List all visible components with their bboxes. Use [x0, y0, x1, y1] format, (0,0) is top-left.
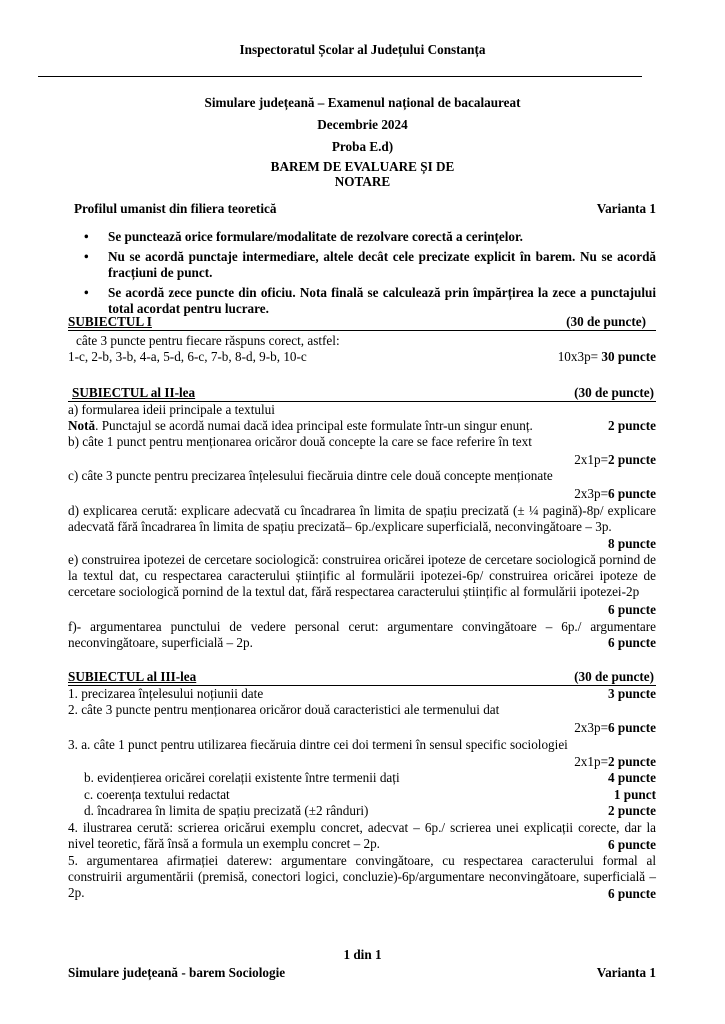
section-1-underline: [68, 330, 656, 331]
section-3-title: SUBIECTUL al III-lea: [68, 669, 197, 684]
section-2-c-text: c) câte 3 puncte pentru precizarea înțelesului fiecăruia dintre cele două concepte menționate: [68, 468, 553, 483]
profile-variant: Varianta 1: [596, 201, 656, 216]
profile-text: Profilul umanist din filiera teoretică: [74, 201, 277, 216]
footer-left-text: Simulare județeană - barem Sociologie: [68, 965, 286, 980]
section-3-item-5-points: 6 puncte: [608, 886, 656, 901]
title-line-3: Proba E.d): [331, 139, 394, 154]
section-2-a-text: a) formularea ideii principale a textului: [68, 402, 275, 417]
header-divider: [38, 76, 642, 77]
title-line-2: Decembrie 2024: [317, 117, 408, 132]
footer-variant: Varianta 1: [596, 965, 656, 980]
section-2-heading: [72, 385, 656, 401]
section-3-heading: [68, 669, 656, 685]
section-3-item-3b: b. evidențierea oricărei corelații existente între termenii dați: [84, 770, 400, 785]
section-3-item-5: 5. argumentarea afirmației daterew: argumentare convingătoare, cu respectarea caracterului formal al construirii argumentării (premisă, conectori logici, concluzie)-6p/argumentare neconvingătoare, superficială – 2p.: [68, 853, 656, 900]
section-1-title: SUBIECTUL I: [68, 314, 152, 329]
rule-item: • Se punctează orice formulare/modalitate de rezolvare corectă a cerințelor.: [84, 229, 523, 244]
section-3-item-3a-points: 2x1p=2 puncte: [574, 754, 656, 769]
section-3-item-4-points: 6 puncte: [608, 837, 656, 852]
section-3-item-3b-points: 4 puncte: [608, 770, 656, 785]
section-1-points: (30 de puncte): [566, 314, 646, 329]
footer-page-number: 1 din 1: [343, 947, 382, 962]
section-1-total: 10x3p= 30 puncte: [557, 349, 656, 364]
section-2-b-points: 2x1p=2 puncte: [574, 452, 656, 467]
section-1-heading: [68, 314, 656, 330]
section-2-f-points: 6 puncte: [608, 635, 656, 650]
section-2-c-points: 2x3p=6 puncte: [574, 486, 656, 501]
section-3-item-2: 2. câte 3 puncte pentru menționarea oricăror două caracteristici ale termenului dat: [68, 702, 500, 717]
section-3-item-2-points: 2x3p=6 puncte: [574, 720, 656, 735]
section-3-points: (30 de puncte): [574, 669, 654, 684]
bullet-icon: •: [84, 229, 89, 244]
section-2-title: SUBIECTUL al II-lea: [72, 385, 196, 400]
rule-item: • Nu se acordă punctaje intermediare, altele decât cele precizate explicit în barem. Nu se acordă fracțiuni de punct.: [84, 249, 656, 280]
bullet-icon: •: [84, 249, 89, 264]
section-3-item-1-points: 3 puncte: [608, 686, 656, 701]
title-line-1: Simulare județeană – Examenul național de bacalaureat: [204, 95, 521, 110]
section-1-answers: 1-c, 2-b, 3-b, 4-a, 5-d, 6-c, 7-b, 8-d, 9-b, 10-c: [68, 349, 307, 364]
section-3-item-3c: c. coerența textului redactat: [84, 787, 230, 802]
section-1-intro: câte 3 puncte pentru fiecare răspuns corect, astfel:: [76, 333, 340, 348]
title-line-5: NOTARE: [334, 174, 391, 189]
section-3-item-4: 4. ilustrarea cerută: scrierea oricărui exemplu concret, adecvat – 6p./ scrierea unei explicații corecte, dar la nivel teoretic, fără însă a formula un exemplu concret – 2p.: [68, 820, 656, 851]
section-3-item-3d-points: 2 puncte: [608, 803, 656, 818]
header-inspectorate: Inspectoratul Școlar al Județului Constanța: [239, 42, 486, 57]
section-2-a-note: Notă. Punctajul se acordă numai dacă idea principal este formulate într-un singur enunț.: [68, 418, 533, 433]
section-2-a-points: 2 puncte: [608, 418, 656, 433]
section-2-points: (30 de puncte): [574, 385, 654, 400]
section-3-item-3c-points: 1 punct: [613, 787, 656, 802]
section-2-d-points: 8 puncte: [608, 536, 656, 551]
section-3-item-3a: 3. a. câte 1 punct pentru utilizarea fiecăruia dintre cei doi termeni în sensul specific sociologiei: [68, 737, 568, 752]
rule-item: • Se acordă zece puncte din oficiu. Nota finală se calculează prin împărțirea la zece a punctajului total acordat pentru lucrare.: [84, 285, 656, 316]
title-line-4: BAREM DE EVALUARE ȘI DE: [270, 159, 455, 174]
section-2-d-text: d) explicarea cerută: explicare adecvată cu încadrarea în limita de spațiu precizată (± ¼ pagină)-8p/ explicare adecvată fără încadrarea în limita de spațiu precizată– 6p./explicare superficială, neconvingătoare – 3p.: [68, 503, 656, 534]
section-2-e-points: 6 puncte: [608, 602, 656, 617]
section-2-e-text: e) construirea ipotezei de cercetare sociologică: construirea oricărei ipoteze de cercetare sociologică pornind de la textul dat, cu respectarea caracterului științific al formulării ipotezei-6p/ construirea oricărei ipoteze de cercetare sociologică pornind de la textul dat, fără respectarea caracterului științific al formulării ipotezei-2p: [68, 552, 656, 599]
section-2-f-text: f)- argumentarea punctului de vedere personal cerut: argumentare convingătoare – 6p./ argumentare neconvingătoare, superficială – 2p.: [68, 619, 656, 650]
section-3-item-1: 1. precizarea înțelesului noțiunii date: [68, 686, 264, 701]
section-2-b-text: b) câte 1 punct pentru menționarea oricăror două concepte la care se face referire în text: [68, 434, 532, 449]
general-rules-list: [84, 229, 656, 321]
bullet-icon: •: [84, 285, 89, 300]
section-3-item-3d: d. încadrarea în limita de spațiu precizată (±2 rânduri): [84, 803, 369, 818]
